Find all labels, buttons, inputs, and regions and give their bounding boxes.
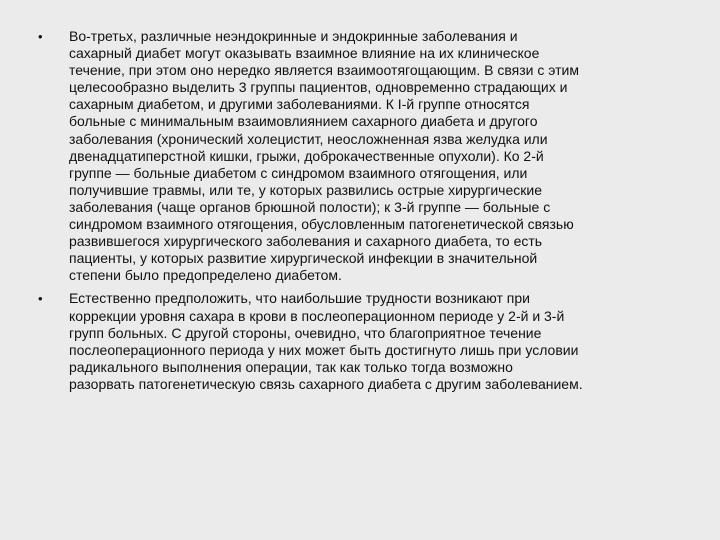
text-line: коррекции уровня сахара в крови в послеоперационном периоде у 2-й и 3-й [69, 307, 565, 324]
text-line: синдромом взаимного отягощения, обусловленным патогенетической связью [69, 216, 574, 233]
text-line: заболевания (хронический холецистит, неосложненная язва желудка или [69, 130, 548, 147]
bullet-dot-icon: • [38, 291, 43, 307]
text-line: послеоперационного периода у них может быть достигнуто лишь при условии [69, 341, 579, 358]
text-line: сахарным диабетом, и другими заболеваниями. К I-й группе относятся [69, 96, 530, 113]
text-line: Естественно предположить, что наибольшие трудности возникают при [69, 290, 530, 307]
text-line: целесообразно выделить 3 группы пациентов, одновременно страдающих и [69, 79, 568, 96]
text-line: степени было предопределено диабетом. [69, 267, 342, 284]
text-line: разорвать патогенетическую связь сахарного диабета с другим заболеванием. [69, 375, 583, 392]
text-line: группе — больные диабетом с синдромом взаимного отягощения, или [69, 164, 528, 181]
text-line: развившегося хирургического заболевания и сахарного диабета, то есть [69, 233, 543, 250]
text-line: радикального выполнения операции, так как только тогда возможно [69, 358, 513, 375]
text-line: групп больных. С другой стороны, очевидно, что благоприятное течение [69, 324, 542, 341]
text-line: сахарный диабет могут оказывать взаимное влияние на их клиническое [69, 45, 540, 62]
text-line: получившие травмы, или те, у которых развились острые хирургические [69, 181, 542, 198]
text-line: двенадцатиперстной кишки, грыжи, доброкачественные опухоли). Ко 2-й [69, 147, 544, 164]
paragraph-text [69, 28, 690, 284]
text-line: пациенты, у которых развитие хирургической инфекции в значительной [69, 250, 538, 267]
text-line: больные с минимальным взаимовлиянием сахарного диабета и другого [69, 113, 538, 130]
text-line: заболевания (чаще органов брюшной полости); к 3-й группе — больные с [69, 198, 551, 215]
bullet-item-1 [38, 28, 690, 284]
bullet-dot-icon: • [38, 29, 43, 44]
paragraph-text [69, 290, 690, 393]
text-line: Во-третьх, различные неэндокринные и эндокринные заболевания и [69, 28, 518, 44]
bullet-item-2 [38, 290, 690, 393]
bullet-list [38, 28, 690, 399]
text-line: течение, при этом оно нередко является взаимоотягощающим. В связи с этим [69, 62, 579, 79]
